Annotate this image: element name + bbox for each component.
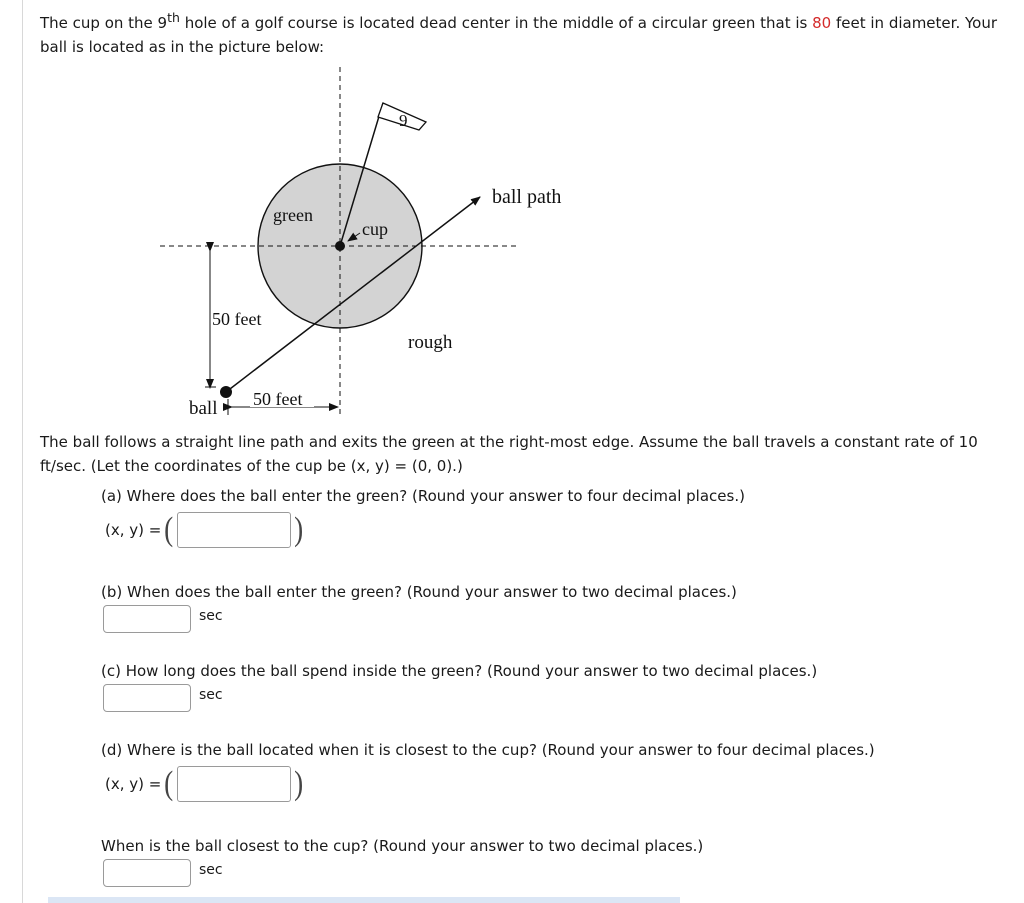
green-label: green [273, 205, 313, 225]
question-d: (d) Where is the ball located when it is closest to the cup? (Round your answer to four decimal places.) [101, 741, 875, 759]
golf-green-diagram [150, 65, 590, 425]
bottom-panel-edge [48, 897, 680, 903]
intro-text-start: The cup on the 9 [40, 14, 168, 32]
open-paren-d: ( [164, 765, 174, 802]
answer-c-input[interactable] [103, 684, 191, 712]
flag-number: 9 [399, 111, 408, 130]
answer-d-input[interactable] [177, 766, 291, 802]
question-b: (b) When does the ball enter the green? (Round your answer to two decimal places.) [101, 583, 737, 601]
xy-label-a: (x, y) = [105, 521, 162, 539]
diameter-value: 80 [812, 14, 832, 32]
cup-label: cup [362, 219, 388, 239]
ball-label: ball [189, 398, 218, 419]
close-paren-d: ) [293, 765, 303, 802]
problem-description: The ball follows a straight line path and exits the green at the right-most edge. Assume the ball travels a constant rate of 10 ft/sec. (Let the coordinates of the cup be (x, y) = (0, 0).) [40, 433, 978, 475]
rough-label: rough [408, 332, 453, 353]
answer-b-input[interactable] [103, 605, 191, 633]
unit-e: sec [199, 862, 223, 878]
question-e: When is the ball closest to the cup? (Round your answer to two decimal places.) [101, 837, 704, 855]
left-margin-rule [22, 0, 23, 903]
open-paren-a: ( [164, 511, 174, 548]
intro-text-end: feet in diameter. Your ball is located as in the picture below: [40, 14, 997, 56]
xy-label-d: (x, y) = [105, 775, 162, 793]
answer-e-input[interactable] [103, 859, 191, 887]
cup-dot [335, 241, 345, 251]
ordinal-superscript: th [167, 10, 180, 25]
ball-dot [220, 386, 232, 398]
unit-b: sec [199, 608, 223, 624]
problem-intro [40, 6, 1020, 59]
answer-a-row [105, 512, 306, 548]
question-c: (c) How long does the ball spend inside the green? (Round your answer to two decimal places.) [101, 662, 818, 680]
horizontal-distance-label: 50 feet [253, 389, 303, 409]
question-a: (a) Where does the ball enter the green? (Round your answer to four decimal places.) [101, 487, 745, 505]
close-paren-a: ) [293, 511, 303, 548]
ball-path-label: ball path [492, 186, 562, 208]
answer-d-row [105, 766, 306, 802]
vertical-distance-label: 50 feet [212, 309, 262, 329]
intro-text-middle: hole of a golf course is located dead center in the middle of a circular green that is [179, 14, 813, 32]
answer-a-input[interactable] [177, 512, 291, 548]
unit-c: sec [199, 687, 223, 703]
